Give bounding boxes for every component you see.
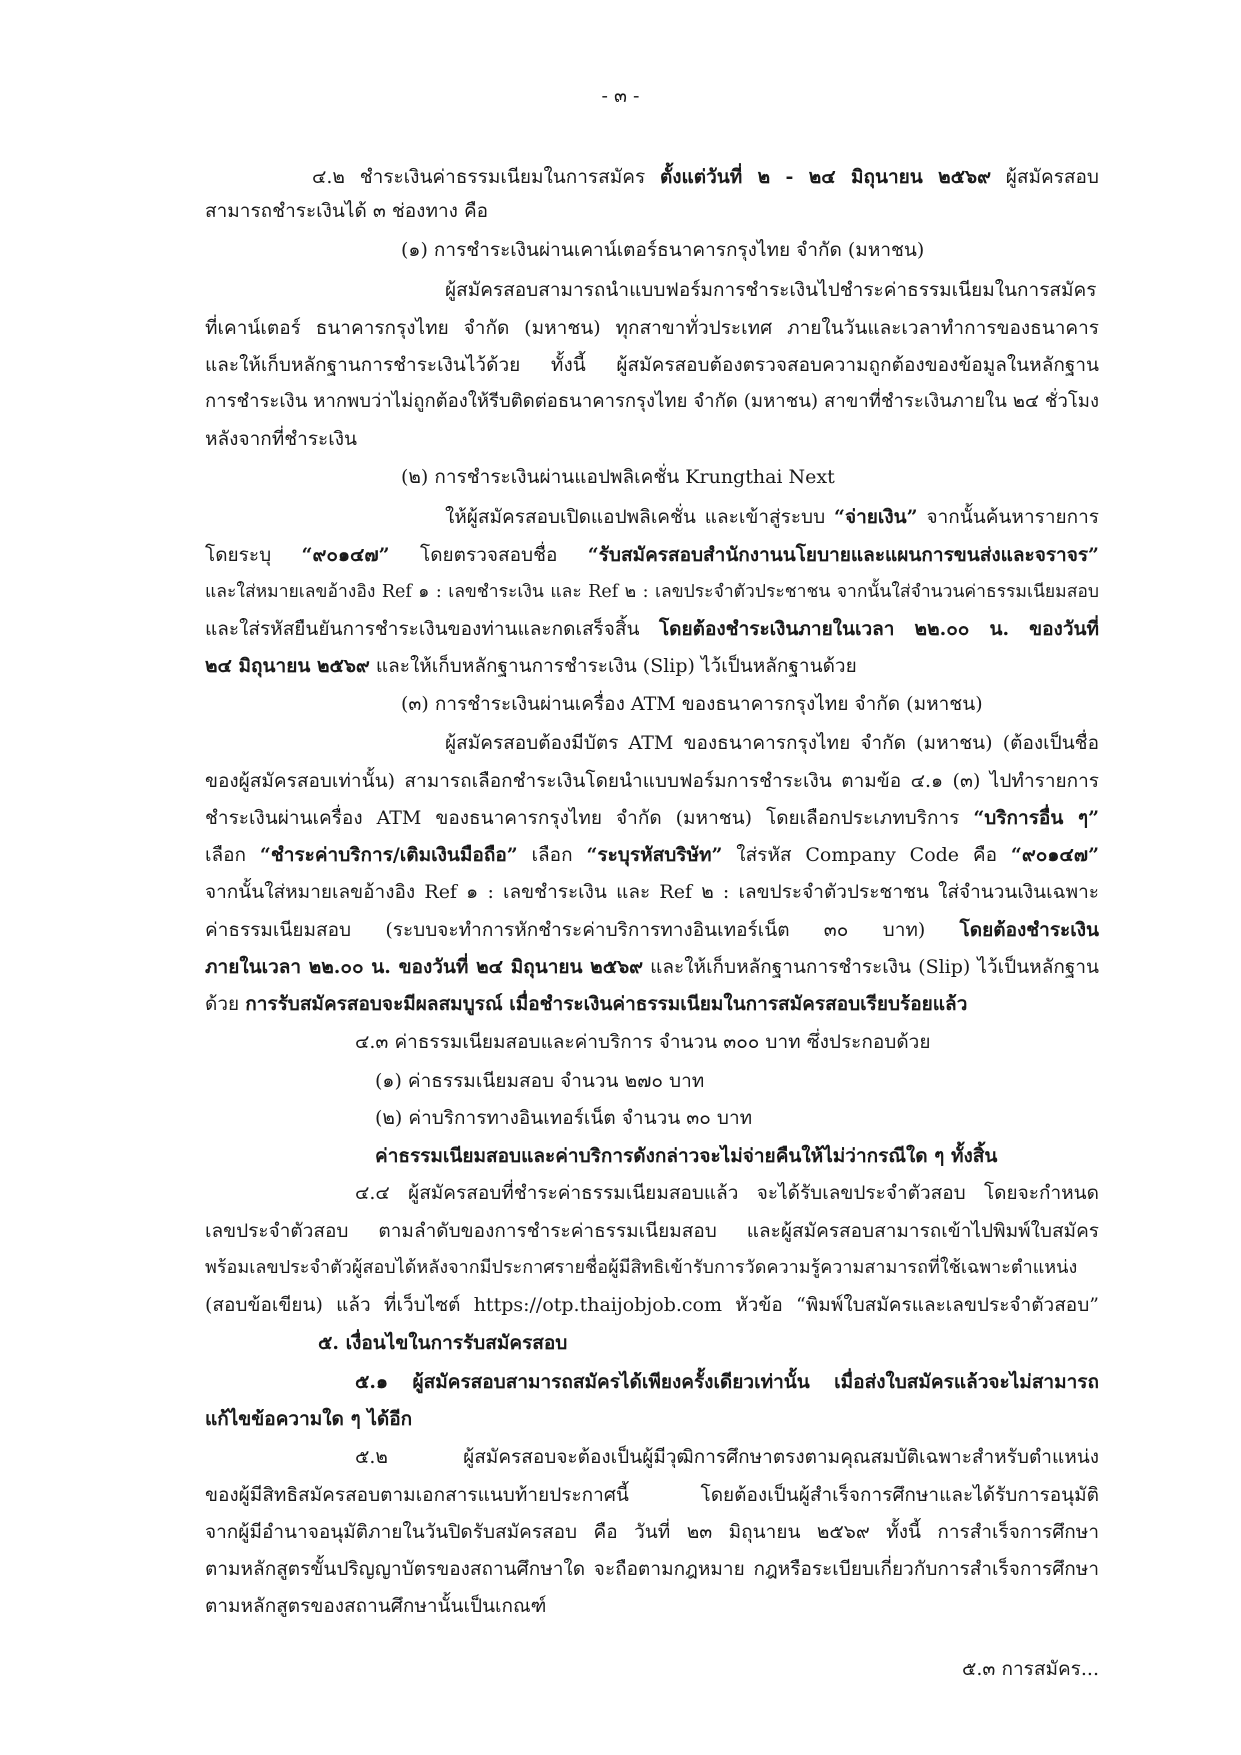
item-2-line-4: และใส่รหัสยืนยันการชำระเงินของท่านและกดเสร็จสิ้น โดยต้องชำระเงินภายในเวลา ๒๒.๐๐ น. ของวันที่ (205, 618, 1100, 640)
item-3-line-5: จากนั้นใส่หมายเลขอ้างอิง Ref ๑ : เลขชำระเงิน และ Ref ๒ : เลขประจำตัวประชาชน ใส่จำนวนเงินเฉพาะ (205, 881, 1099, 903)
item-1-line-3: และให้เก็บหลักฐานการชำระเงินไว้ด้วย ทั้งนี้ ผู้สมัครสอบต้องตรวจสอบความถูกต้องของข้อมูลในหลักฐาน (205, 354, 1099, 376)
item-1-heading: (๑) การชำระเงินผ่านเคาน์เตอร์ธนาคารกรุงไทย จำกัด (มหาชน) (401, 239, 925, 261)
paragraph-4-4-line-1: ๔.๔ ผู้สมัครสอบที่ชำระค่าธรรมเนียมสอบแล้ว จะได้รับเลขประจำตัวสอบ โดยจะกำหนด (355, 1182, 1099, 1204)
item-3-heading: (๓) การชำระเงินผ่านเครื่อง ATM ของธนาคารกรุงไทย จำกัด (มหาชน) (401, 693, 983, 715)
item-1-line-1: ผู้สมัครสอบสามารถนำแบบฟอร์มการชำระเงินไปชำระค่าธรรมเนียมในการสมัคร (445, 279, 1097, 301)
paragraph-5-2-line-1: ๕.๒ ผู้สมัครสอบจะต้องเป็นผู้มีวุฒิการศึกษาตรงตามคุณสมบัติเฉพาะสำหรับตำแหน่ง (355, 1446, 1099, 1468)
fee-item-1: (๑) ค่าธรรมเนียมสอบ จำนวน ๒๗๐ บาท (375, 1070, 705, 1092)
paragraph-4-3-heading: ๔.๓ ค่าธรรมเนียมสอบและค่าบริการ จำนวน ๓๐๐ บาท ซึ่งประกอบด้วย (355, 1031, 931, 1053)
item-3-line-6: ค่าธรรมเนียมสอบ (ระบบจะทำการหักชำระค่าบริการทางอินเทอร์เน็ต ๓๐ บาท) โดยต้องชำระเงิน (205, 919, 1099, 941)
paragraph-5-1-line-2: แก้ไขข้อความใด ๆ ได้อีก (205, 1408, 413, 1430)
no-refund-notice: ค่าธรรมเนียมสอบและค่าบริการดังกล่าวจะไม่จ่ายคืนให้ไม่ว่ากรณีใด ๆ ทั้งสิ้น (375, 1145, 998, 1167)
item-2-line-1: ให้ผู้สมัครสอบเปิดแอปพลิเคชั่น และเข้าสู่ระบบ “จ่ายเงิน” จากนั้นค้นหารายการ (445, 506, 1099, 528)
paragraph-5-2-line-3: จากผู้มีอำนาจอนุมัติภายในวันปิดรับสมัครสอบ คือ วันที่ ๒๓ มิถุนายน ๒๕๖๙ ทั้งนี้ การสำเร็จการศึกษา (205, 1521, 1099, 1543)
item-2-line-2: โดยระบุ “๙๐๑๔๗” โดยตรวจสอบชื่อ “รับสมัครสอบสำนักงานนโยบายและแผนการขนส่งและจราจร” (205, 544, 1099, 566)
item-3-line-4: เลือก “ชำระค่าบริการ/เติมเงินมือถือ” เลือก “ระบุรหัสบริษัท” ใส่รหัส Company Code คือ “๙๐๑๔๗” (205, 844, 1100, 866)
item-2-heading: (๒) การชำระเงินผ่านแอปพลิเคชั่น Krungthai Next (401, 466, 835, 488)
item-2-line-5: ๒๔ มิถุนายน ๒๕๖๙ และให้เก็บหลักฐานการชำระเงิน (Slip) ไว้เป็นหลักฐานด้วย (205, 655, 857, 677)
paragraph-5-1-line-1: ๕.๑ ผู้สมัครสอบสามารถสมัครได้เพียงครั้งเดียวเท่านั้น เมื่อส่งใบสมัครแล้วจะไม่สามารถ (355, 1371, 1099, 1393)
paragraph-4-4-line-3: พร้อมเลขประจำตัวผู้สอบได้หลังจากมีประกาศรายชื่อผู้มีสิทธิเข้ารับการวัดความรู้ความสามารถที่ใช้เฉพาะตำแหน่ง (205, 1257, 1078, 1278)
item-3-line-2: ของผู้สมัครสอบเท่านั้น) สามารถเลือกชำระเงินโดยนำแบบฟอร์มการชำระเงิน ตามข้อ ๔.๑ (๓) ไปทำรายการ (205, 770, 1099, 792)
item-3-line-8: ด้วย การรับสมัครสอบจะมีผลสมบูรณ์ เมื่อชำระเงินค่าธรรมเนียมในการสมัครสอบเรียบร้อยแล้ว (205, 993, 968, 1015)
paragraph-5-2-line-5: ตามหลักสูตรของสถานศึกษานั้นเป็นเกณฑ์ (205, 1595, 547, 1617)
paragraph-5-2-line-4: ตามหลักสูตรขั้นปริญญาบัตรของสถานศึกษาใด จะถือตามกฎหมาย กฎหรือระเบียบเกี่ยวกับการสำเร็จการศึกษา (205, 1558, 1099, 1580)
fee-item-2: (๒) ค่าบริการทางอินเทอร์เน็ต จำนวน ๓๐ บาท (375, 1107, 753, 1129)
item-3-line-3: ชำระเงินผ่านเครื่อง ATM ของธนาคารกรุงไทย จำกัด (มหาชน) โดยเลือกประเภทบริการ “บริการอื่น ๆ” (205, 807, 1099, 829)
paragraph-4-4-line-4: (สอบข้อเขียน) แล้ว ที่เว็บไซต์ https://otp.thaijobjob.com หัวข้อ “พิมพ์ใบสมัครและเลขประจำตัวสอบ” (205, 1294, 1099, 1316)
item-3-line-1: ผู้สมัครสอบต้องมีบัตร ATM ของธนาคารกรุงไทย จำกัด (มหาชน) (ต้องเป็นชื่อ (445, 732, 1099, 754)
paragraph-4-2-line-2: สามารถชำระเงินได้ ๓ ช่องทาง คือ (205, 200, 489, 222)
paragraph-4-2-line-1: ๔.๒ ชำระเงินค่าธรรมเนียมในการสมัคร ตั้งแต่วันที่ ๒ - ๒๔ มิถุนายน ๒๕๖๙ ผู้สมัครสอบ (312, 166, 1099, 188)
item-1-line-5: หลังจากที่ชำระเงิน (205, 428, 358, 450)
page-number: - ๓ - (601, 85, 640, 107)
paragraph-5-2-line-2: ของผู้มีสิทธิสมัครสอบตามเอกสารแนบท้ายประกาศนี้ โดยต้องเป็นผู้สำเร็จการศึกษาและได้รับการอนุมัติ (205, 1484, 1099, 1506)
item-1-line-2: ที่เคาน์เตอร์ ธนาคารกรุงไทย จำกัด (มหาชน) ทุกสาขาทั่วประเทศ ภายในวันและเวลาทำการของธนาคาร (205, 317, 1099, 339)
item-3-line-7: ภายในเวลา ๒๒.๐๐ น. ของวันที่ ๒๔ มิถุนายน ๒๕๖๙ และให้เก็บหลักฐานการชำระเงิน (Slip) ไว้เป็นหลักฐาน (205, 956, 1099, 978)
paragraph-4-4-line-2: เลขประจำตัวสอบ ตามลำดับของการชำระค่าธรรมเนียมสอบ และผู้สมัครสอบสามารถเข้าไปพิมพ์ใบสมัคร (205, 1220, 1099, 1242)
item-1-line-4: การชำระเงิน หากพบว่าไม่ถูกต้องให้รีบติดต่อธนาคารกรุงไทย จำกัด (มหาชน) สาขาที่ชำระเงินภายใน ๒๔ ชั่วโมง (205, 391, 1099, 412)
item-2-line-3: และใส่หมายเลขอ้างอิง Ref ๑ : เลขชำระเงิน และ Ref ๒ : เลขประจำตัวประชาชน จากนั้นใส่จำนวนค่าธรรมเนียมสอบ (205, 582, 1099, 602)
section-5-heading: ๕. เงื่อนไขในการรับสมัครสอบ (318, 1332, 568, 1354)
continuation-note: ๕.๓ การสมัคร... (962, 1658, 1099, 1680)
